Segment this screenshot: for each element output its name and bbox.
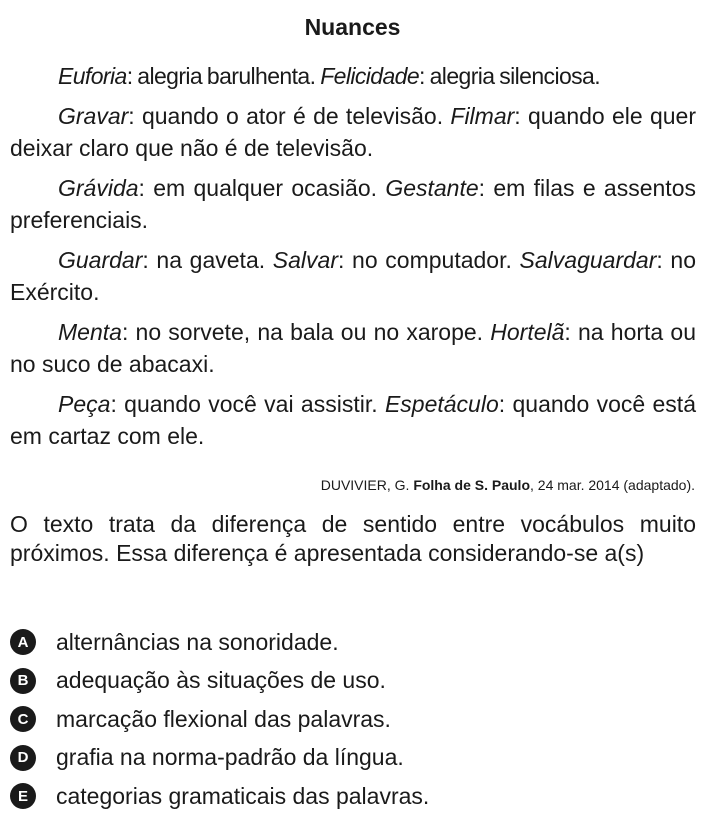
paragraph	[10, 316, 696, 380]
option-c[interactable]	[10, 700, 696, 739]
term: Salvar	[272, 247, 338, 273]
option-text: grafia na norma-padrão da língua.	[56, 744, 404, 771]
text-body	[10, 60, 696, 460]
source-publication: Folha de S. Paulo	[413, 477, 530, 493]
definition: : quando ele quer deixar claro que não é de televisão.	[10, 103, 696, 161]
definition: : na horta ou no suco de abacaxi.	[10, 319, 696, 377]
option-e[interactable]	[10, 777, 696, 816]
term: Filmar	[450, 103, 515, 129]
option-letter-e-icon: E	[10, 783, 36, 809]
option-text: categorias gramaticais das palavras.	[56, 782, 430, 809]
source-details: , 24 mar. 2014 (adaptado).	[530, 477, 695, 493]
term: Euforia	[58, 63, 127, 89]
option-text: adequação às situações de uso.	[56, 667, 386, 694]
option-b[interactable]	[10, 662, 696, 701]
term: Peça	[58, 391, 111, 417]
term: Gestante	[385, 175, 479, 201]
source-author: DUVIVIER, G.	[320, 477, 414, 493]
term: Felicidade	[320, 63, 420, 89]
definition: : quando o ator é de televisão.	[128, 103, 451, 129]
paragraph	[10, 100, 696, 164]
text-title: Nuances	[304, 14, 401, 40]
definition: : em qualquer ocasião.	[138, 175, 386, 201]
option-text: alternâncias na sonoridade.	[56, 628, 339, 655]
definition: : em filas e assentos preferenciais.	[10, 175, 696, 233]
term: Grávida	[58, 175, 139, 201]
definition: : quando você está em cartaz com ele.	[10, 391, 696, 449]
definition: : no Exército.	[10, 247, 696, 305]
definition: : na gaveta.	[142, 247, 273, 273]
source-citation	[321, 476, 695, 494]
term: Salvaguardar	[519, 247, 657, 273]
definition: : no sorvete, na bala ou no xarope.	[121, 319, 491, 345]
option-letter-d-icon: D	[10, 745, 36, 771]
term: Guardar	[58, 247, 143, 273]
definition: : quando você vai assistir.	[110, 391, 385, 417]
paragraph	[10, 388, 696, 452]
paragraph	[10, 172, 696, 236]
paragraph	[10, 60, 696, 92]
option-letter-c-icon: C	[10, 706, 36, 732]
option-letter-b-icon: B	[10, 668, 36, 694]
answer-options	[10, 623, 696, 816]
option-d[interactable]	[10, 739, 696, 778]
option-a[interactable]	[10, 623, 696, 662]
definition: : no computador.	[338, 247, 520, 273]
term: Menta	[58, 319, 122, 345]
option-text: marcação flexional das palavras.	[56, 705, 391, 732]
term: Gravar	[58, 103, 129, 129]
definition: : alegria silenciosa.	[419, 63, 601, 89]
term: Espetáculo	[384, 391, 499, 417]
definition: : alegria barulhenta.	[126, 63, 321, 89]
paragraph	[10, 244, 696, 308]
question-stem: O texto trata da diferença de sentido entre vocábulos muito próximos. Essa diferença é apresentada considerando-se a(s)	[10, 511, 696, 566]
term: Hortelã	[490, 319, 565, 345]
option-letter-a-icon: A	[10, 629, 36, 655]
